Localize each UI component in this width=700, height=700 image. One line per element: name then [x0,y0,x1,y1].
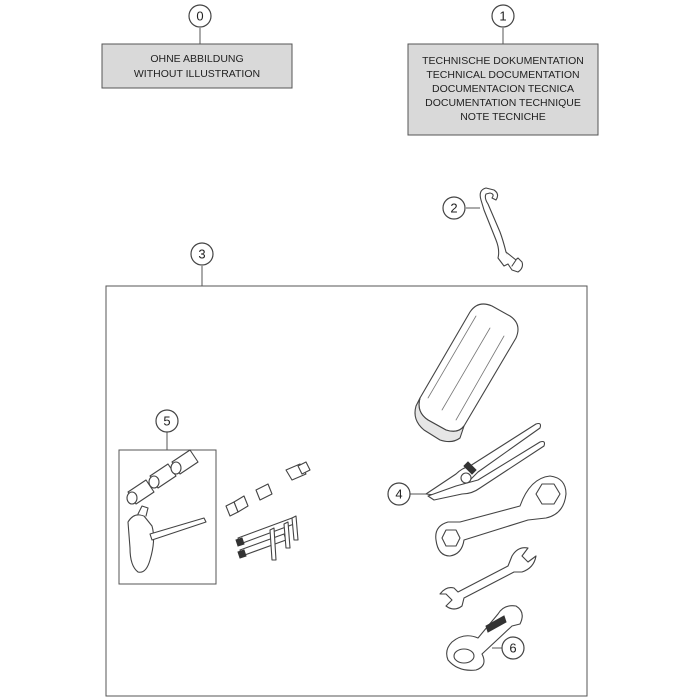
callout-6-number: 6 [509,640,517,656]
callout-1-number: 1 [499,8,507,24]
box1-line-3: DOCUMENTACION TECNICA [432,83,574,95]
socket-set-part[interactable] [127,450,198,504]
label-box-without-illustration [102,44,292,88]
box0-line-1: OHNE ABBILDUNG [150,53,244,65]
bit-adapters-part[interactable] [226,462,310,516]
hook-tool-part[interactable] [480,188,522,272]
box1-line-2: TECHNICAL DOCUMENTATION [426,69,580,81]
tool-kit-frame [106,286,587,696]
callout-5-number: 5 [163,413,171,429]
box1-line-5: NOTE TECNICHE [460,111,546,123]
t-handle-driver-part[interactable] [128,506,206,572]
callout-4-number: 4 [395,486,403,502]
box1-line-1: TECHNISCHE DOKUMENTATION [422,55,584,67]
callout-3-number: 3 [198,246,206,262]
open-end-wrench-part[interactable] [440,548,536,609]
box1-line-4: DOCUMENTATION TECHNIQUE [425,97,581,109]
box0-line-2: WITHOUT ILLUSTRATION [133,68,261,80]
tool-bag-part[interactable] [415,304,518,442]
callout-0-number: 0 [196,8,204,24]
hex-keys-part[interactable] [236,516,298,560]
callout-2-number: 2 [450,200,458,216]
